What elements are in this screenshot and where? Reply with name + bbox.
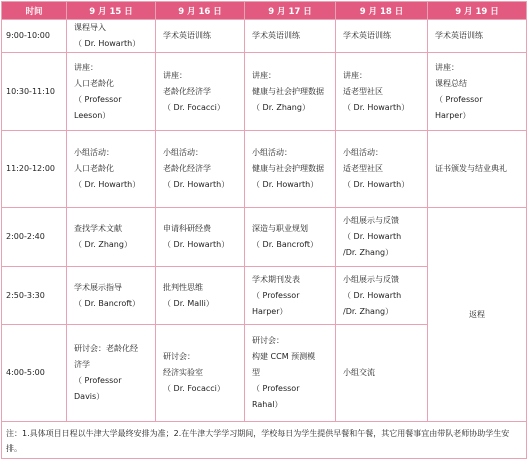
cell-line: （ Dr. Zhang）: [74, 240, 132, 249]
cell-line: 学术英语训练: [435, 31, 483, 40]
time-cell: 9:00-10:00: [2, 20, 67, 53]
table-row: [2, 131, 527, 208]
schedule-cell: [156, 53, 245, 131]
time-cell: 10:30-11:10: [2, 53, 67, 131]
cell-line: 人口老龄化: [74, 164, 114, 173]
cell-line: （ Professor: [74, 376, 122, 385]
schedule-cell: [245, 208, 336, 267]
cell-line: 研讨会：: [163, 352, 195, 361]
schedule-cell: [67, 267, 156, 325]
header-sep-16: 9 月 16 日: [156, 2, 245, 20]
schedule-cell: [336, 325, 428, 422]
cell-line: （ Professor: [252, 384, 300, 393]
schedule-cell: [67, 53, 156, 131]
footnote: 注：1.具体项目日程以牛津大学最终安排为准；2.在牛津大学学习期间，学校每日为学生提供早餐和午餐，其它用餐事宜由带队老师协助学生安排。: [2, 422, 527, 459]
schedule-cell: [156, 131, 245, 208]
schedule-table: [1, 1, 527, 459]
cell-line: 课程导入: [74, 23, 106, 32]
schedule-cell: [428, 131, 527, 208]
schedule-cell: [245, 20, 336, 53]
schedule-cell: [67, 325, 156, 422]
cell-line: 适老型社区: [343, 86, 383, 96]
header-sep-18: 9 月 18 日: [336, 2, 428, 20]
cell-line: 老龄化经济学: [163, 86, 211, 96]
cell-line: Leeson）: [74, 110, 111, 120]
header-sep-17: 9 月 17 日: [245, 2, 336, 20]
cell-line: 健康与社会护理数据: [252, 86, 324, 96]
cell-line: 研讨会：: [252, 336, 284, 345]
cell-line: （ Dr. Howarth）: [252, 180, 319, 189]
cell-line: 济学: [74, 360, 90, 369]
cell-line: 讲座：: [163, 70, 187, 80]
cell-line: 讲座：: [435, 62, 459, 72]
schedule-cell: [428, 20, 527, 53]
cell-line: 人口老龄化: [74, 78, 114, 88]
cell-line: 小组展示与反馈: [343, 216, 399, 225]
schedule-cell: [245, 131, 336, 208]
schedule-cell: [336, 131, 428, 208]
table-row: [2, 20, 527, 53]
schedule-cell: [245, 325, 336, 422]
cell-line: 小组活动：: [343, 148, 383, 157]
cell-line: /Dr. Zhang）: [343, 248, 394, 257]
cell-line: 讲座：: [252, 70, 276, 80]
cell-line: 证书颁发与结业典礼: [435, 164, 507, 173]
header-sep-15: 9 月 15 日: [67, 2, 156, 20]
schedule-cell: [156, 208, 245, 267]
cell-line: 小组交流: [343, 368, 375, 377]
cell-line: 返程: [469, 309, 485, 319]
cell-line: 申请科研经费: [163, 224, 211, 233]
schedule-cell: [428, 53, 527, 131]
table-row: [2, 208, 527, 267]
schedule-cell: [336, 53, 428, 131]
schedule-cell: [336, 208, 428, 267]
cell-line: （ Professor: [252, 290, 300, 300]
cell-line: 深造与职业规划: [252, 224, 308, 233]
schedule-cell: [245, 53, 336, 131]
cell-line: 批判性思维: [163, 282, 203, 292]
cell-line: Davis）: [74, 392, 105, 401]
cell-line: （ Dr. Focacci）: [163, 384, 225, 393]
cell-line: 研讨会：老龄化经: [74, 344, 138, 353]
cell-line: （ Professor: [435, 94, 483, 104]
return-cell: [428, 208, 527, 422]
cell-line: Rahal）: [252, 400, 283, 409]
note-row: [2, 422, 527, 459]
cell-line: （ Professor: [74, 94, 122, 104]
time-cell: 4:00-5:00: [2, 325, 67, 422]
cell-line: （ Dr. Howarth: [343, 290, 402, 300]
schedule-cell: [67, 208, 156, 267]
cell-line: 小组展示与反馈: [343, 274, 399, 284]
cell-line: （ Dr. Bancroft）: [252, 240, 319, 249]
cell-line: 学术展示指导: [74, 282, 122, 292]
schedule-cell: [156, 20, 245, 53]
cell-line: 学术英语训练: [343, 31, 391, 40]
cell-line: （ Dr. Bancroft）: [74, 298, 141, 308]
header-time: 时间: [2, 2, 67, 20]
cell-line: （ Dr. Howarth）: [163, 180, 230, 189]
cell-line: 讲座：: [343, 70, 367, 80]
schedule-cell: [67, 131, 156, 208]
cell-line: 课程总结: [435, 78, 467, 88]
cell-line: 小组活动：: [74, 148, 114, 157]
cell-line: 学术英语训练: [163, 31, 211, 40]
cell-line: 构建 CCM 预测模: [252, 352, 316, 361]
time-cell: 11:20-12:00: [2, 131, 67, 208]
schedule-cell: [67, 20, 156, 53]
cell-line: /Dr. Zhang）: [343, 306, 394, 316]
schedule-cell: [156, 267, 245, 325]
cell-line: 讲座：: [74, 62, 98, 72]
cell-line: （ Dr. Howarth）: [74, 180, 141, 189]
header-sep-19: 9 月 19 日: [428, 2, 527, 20]
time-cell: 2:00-2:40: [2, 208, 67, 267]
cell-line: Harper）: [435, 110, 471, 120]
cell-line: 型: [252, 368, 260, 377]
cell-line: 学术期刊发表: [252, 274, 300, 284]
schedule-cell: [156, 325, 245, 422]
schedule-cell: [336, 267, 428, 325]
cell-line: 老龄化经济学: [163, 164, 211, 173]
cell-line: （ Dr. Howarth）: [163, 240, 230, 249]
schedule-cell: [245, 267, 336, 325]
cell-line: 适老型社区: [343, 164, 383, 173]
time-cell: 2:50-3:30: [2, 267, 67, 325]
cell-line: （ Dr. Zhang）: [252, 102, 310, 112]
cell-line: （ Dr. Howarth: [343, 232, 402, 241]
cell-line: （ Dr. Howarth）: [343, 102, 410, 112]
cell-line: 健康与社会护理数据: [252, 164, 324, 173]
cell-line: （ Dr. Howarth）: [343, 180, 410, 189]
cell-line: 小组活动：: [163, 148, 203, 157]
cell-line: （ Dr. Malli）: [163, 298, 214, 308]
cell-line: （ Dr. Focacci）: [163, 102, 225, 112]
cell-line: 查找学术文献: [74, 224, 122, 233]
table-row: [2, 53, 527, 131]
cell-line: Harper）: [252, 306, 288, 316]
cell-line: 学术英语训练: [252, 31, 300, 40]
cell-line: 经济实验室: [163, 368, 203, 377]
schedule-cell: [336, 20, 428, 53]
header-row: [2, 2, 527, 20]
cell-line: （ Dr. Howarth）: [74, 39, 141, 48]
cell-line: 小组活动：: [252, 148, 292, 157]
